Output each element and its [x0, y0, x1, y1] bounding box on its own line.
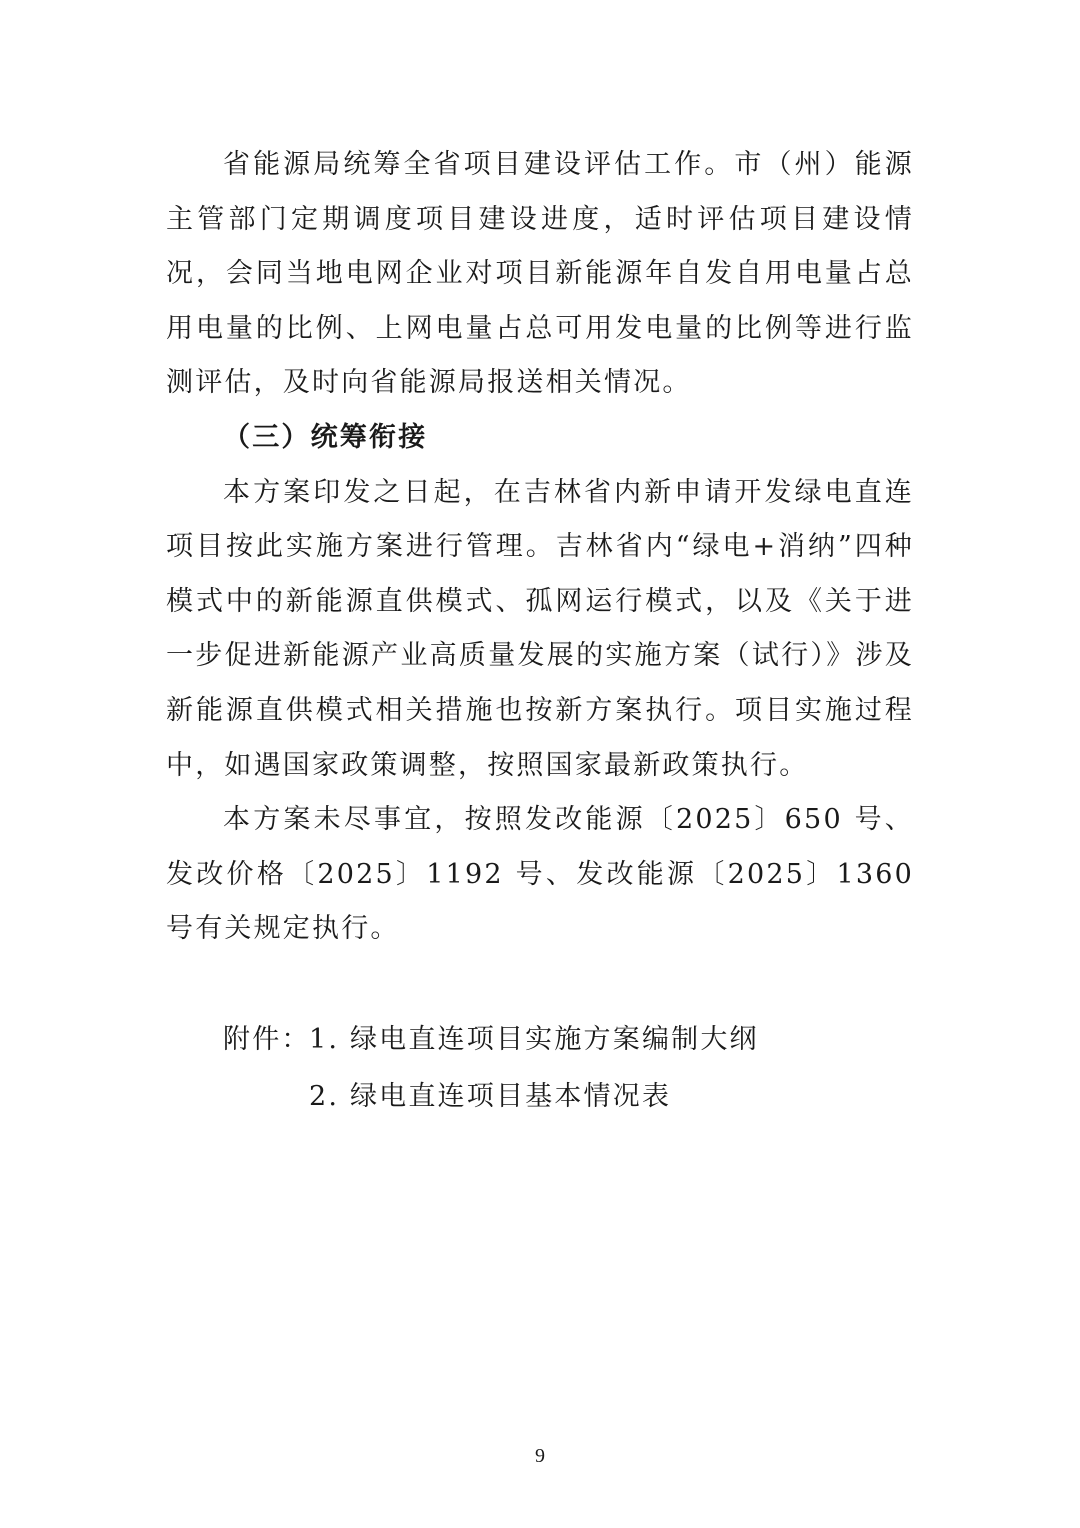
paragraph-coordination: 本方案印发之日起，在吉林省内新申请开发绿电直连项目按此实施方案进行管理。吉林省内“绿电+消纳”四种模式中的新能源直供模式、孤网运行模式，以及《关于进一步促进新能源产业高质量发展的实施方案（试行）》涉及新能源直供模式相关措施也按新方案执行。项目实施过程中，如遇国家政策调整，按照国家最新政策执行。	[166, 476, 914, 781]
paragraph-other-matters: 本方案未尽事宜，按照发改能源〔2025〕650 号、发改价格〔2025〕1192 号、发改能源〔2025〕1360 号有关规定执行。	[166, 804, 914, 945]
attachment-row	[166, 1011, 914, 1068]
attachment-item: 2. 绿电直连项目基本情况表	[309, 1080, 672, 1112]
attachment-item: 1. 绿电直连项目实施方案编制大纲	[309, 1023, 759, 1055]
attachments-list	[166, 1011, 914, 1125]
section-heading: （三）统筹衔接	[223, 421, 428, 453]
attachment-row	[166, 1068, 914, 1125]
paragraph-evaluation: 省能源局统筹全省项目建设评估工作。市（州）能源主管部门定期调度项目建设进度，适时评估项目建设情况，会同当地电网企业对项目新能源年自发自用电量占总用电量的比例、上网电量占总可用发电量的比例等进行监测评估，及时向省能源局报送相关情况。	[166, 149, 914, 399]
attachments-label: 附件：	[223, 1023, 311, 1055]
document-body	[166, 138, 914, 1125]
page-number: 9	[535, 1445, 545, 1467]
